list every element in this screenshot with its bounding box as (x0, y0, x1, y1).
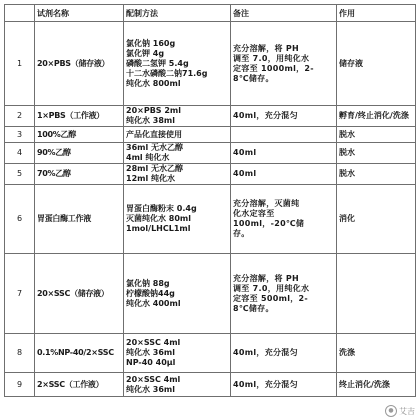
cell-reagent-name: 2×SSC（工作液） (35, 373, 124, 397)
cell-reagent-name: 20×SSC（储存液） (35, 254, 124, 334)
table-row (5, 127, 416, 143)
cell-reagent-name: 90%乙醇 (35, 143, 124, 164)
header-index (5, 5, 35, 22)
cell-note (231, 127, 337, 143)
cell-note-line: 调至 7.0，用纯化水 (233, 283, 310, 293)
cell-preparation-method-line: 纯化水 38ml (126, 116, 175, 125)
cell-index: 7 (5, 254, 35, 334)
cell-index: 9 (5, 373, 35, 397)
header-note: 备注 (231, 5, 337, 22)
cell-preparation-method-line: 1mol/LHCL1ml (126, 224, 191, 233)
watermark-text: 艾吉 (399, 406, 415, 416)
cell-note-line: 40ml，充分混匀 (233, 379, 298, 389)
cell-use: 脱水 (337, 127, 416, 143)
cell-index: 1 (5, 22, 35, 106)
cell-note (231, 106, 337, 127)
table-row (5, 185, 416, 254)
cell-preparation-method-line: 20×PBS 2ml (126, 106, 181, 115)
table-row (5, 106, 416, 127)
cell-note-line: 充分溶解，将 PH (233, 273, 300, 283)
cell-note (231, 143, 337, 164)
table-row (5, 143, 416, 164)
table-row (5, 164, 416, 185)
cell-note (231, 22, 337, 106)
cell-preparation-method-line: 灭菌纯化水 80ml (126, 214, 191, 223)
cell-reagent-name: 20×PBS（储存液） (35, 22, 124, 106)
table-row (5, 334, 416, 373)
cell-index: 3 (5, 127, 35, 143)
cell-preparation-method (124, 22, 231, 106)
cell-preparation-method (124, 143, 231, 164)
cell-preparation-method-line: 纯化水 36ml (126, 384, 175, 394)
cell-index: 5 (5, 164, 35, 185)
cell-use: 脱水 (337, 143, 416, 164)
cell-preparation-method-line: 磷酸二氢钾 5.4g (126, 58, 189, 68)
cell-index: 6 (5, 185, 35, 254)
cell-preparation-method-line: 纯化水 800ml (126, 78, 181, 88)
cell-note (231, 254, 337, 334)
cell-use: 脱水 (337, 164, 416, 185)
cell-note (231, 185, 337, 254)
cell-preparation-method (124, 164, 231, 185)
table-row (5, 373, 416, 397)
cell-note (231, 334, 337, 373)
cell-preparation-method-line: 胃蛋白酶粉末 0.4g (126, 204, 197, 213)
cell-index: 2 (5, 106, 35, 127)
header-reagent-name: 试剂名称 (35, 5, 124, 22)
cell-reagent-name: 70%乙醇 (35, 164, 124, 185)
cell-preparation-method-line: 12ml 纯化水 (126, 174, 175, 183)
cell-preparation-method-line: 28ml 无水乙醇 (126, 164, 183, 173)
cell-index: 8 (5, 334, 35, 373)
cell-note (231, 164, 337, 185)
table-row (5, 254, 416, 334)
cell-preparation-method-line: 氯化钠 88g (126, 278, 170, 288)
cell-use: 洗涤 (337, 334, 416, 373)
cell-note-line: 8℃储存。 (233, 73, 274, 83)
wechat-logo-icon: ● (385, 405, 397, 417)
cell-preparation-method-line: 氯化钠 160g (126, 38, 176, 48)
cell-preparation-method-line: 柠檬酸钠44g (126, 288, 175, 298)
cell-preparation-method (124, 254, 231, 334)
cell-preparation-method (124, 373, 231, 397)
cell-preparation-method (124, 106, 231, 127)
header-preparation-method: 配制方法 (124, 5, 231, 22)
cell-preparation-method (124, 127, 231, 143)
cell-use: 储存液 (337, 22, 416, 106)
cell-preparation-method-line: 20×SSC 4ml (126, 338, 181, 347)
cell-reagent-name: 100%乙醇 (35, 127, 124, 143)
cell-preparation-method-line: 氯化钾 4g (126, 48, 165, 58)
cell-note-line: 100ml，-20℃储 (233, 219, 305, 228)
cell-preparation-method-line: 36ml 无水乙醇 (126, 143, 183, 152)
table-header-row (5, 5, 416, 22)
cell-preparation-method-line: 4ml 纯化水 (126, 153, 170, 162)
table-row (5, 22, 416, 106)
reagent-table (4, 4, 416, 397)
cell-preparation-method (124, 185, 231, 254)
cell-note-line: 40ml (233, 169, 257, 178)
cell-note-line: 化水定容至 (233, 209, 275, 218)
cell-reagent-name: 胃蛋白酶工作液 (35, 185, 124, 254)
cell-note-line: 40ml，充分混匀 (233, 348, 298, 357)
cell-preparation-method-line: 纯化水 400ml (126, 298, 181, 308)
cell-note-line: 充分溶解，将 PH (233, 43, 300, 53)
cell-note-line: 调至 7.0，用纯化水 (233, 53, 310, 63)
table-body (5, 22, 416, 397)
cell-preparation-method-line: 十二水磷酸二钠71.6g (126, 68, 208, 78)
cell-reagent-name: 0.1%NP-40/2×SSC (35, 334, 124, 373)
cell-note-line: 存。 (233, 229, 250, 238)
cell-reagent-name: 1×PBS（工作液） (35, 106, 124, 127)
cell-use: 终止消化/洗涤 (337, 373, 416, 397)
cell-preparation-method-line: 纯化水 36ml (126, 348, 175, 357)
cell-note-line: 40ml，充分混匀 (233, 111, 298, 120)
cell-preparation-method-line: NP-40 40μl (126, 358, 176, 367)
cell-note-line: 定容至 1000ml，2- (233, 63, 314, 73)
cell-preparation-method (124, 334, 231, 373)
cell-note-line: 充分溶解，灭菌纯 (233, 199, 300, 208)
watermark (385, 405, 415, 417)
cell-note-line: 40ml (233, 148, 257, 157)
cell-use: 消化 (337, 185, 416, 254)
cell-preparation-method-line: 产品化直接使用 (126, 129, 182, 139)
cell-index: 4 (5, 143, 35, 164)
header-use: 作用 (337, 5, 416, 22)
cell-preparation-method-line: 20×SSC 4ml (126, 374, 181, 384)
cell-note-line: 8℃储存。 (233, 303, 274, 313)
cell-note (231, 373, 337, 397)
cell-use: 孵育/终止消化/洗涤 (337, 106, 416, 127)
cell-use (337, 254, 416, 334)
cell-note-line: 定容至 500ml，2- (233, 293, 309, 303)
